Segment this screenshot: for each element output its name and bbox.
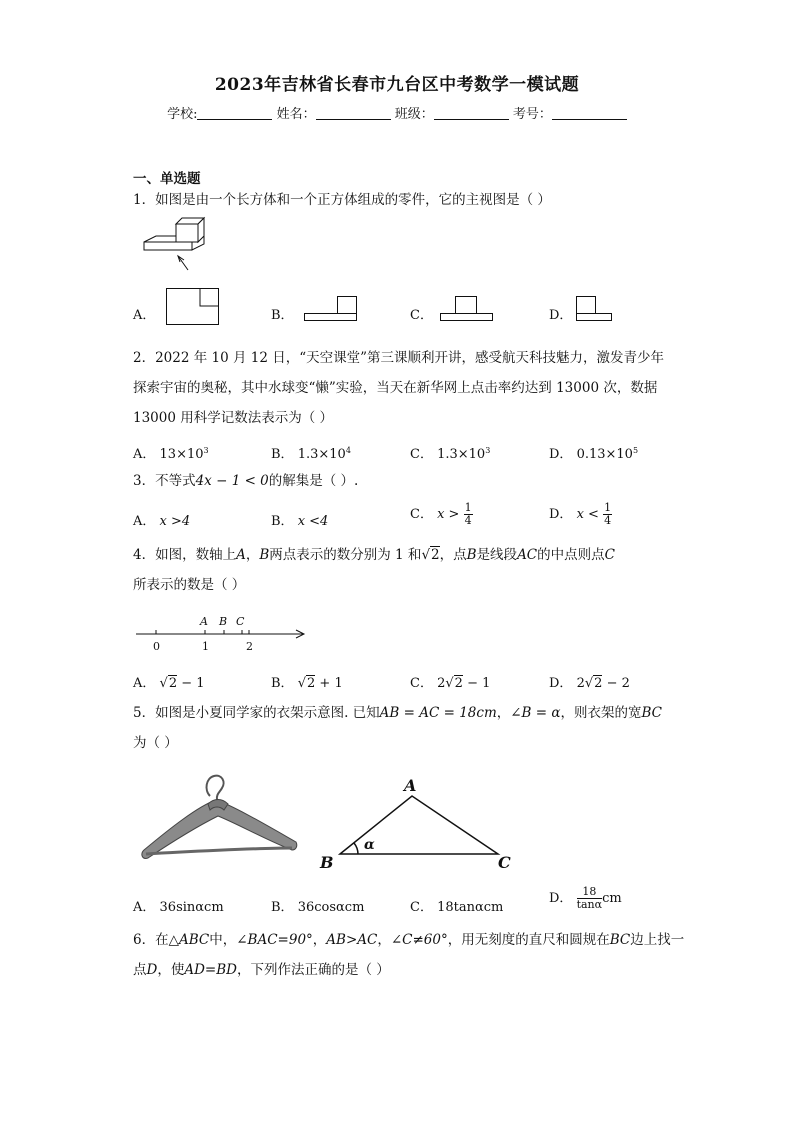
question-2-line-2: 探索宇宙的奥秘，其中水球变“懒”实验，当天在新华网上点击率约达到 13000 次，数据 xyxy=(133,380,658,396)
q5-option-a[interactable]: A． 36sinαcm xyxy=(133,900,224,915)
vertex-b-label: B xyxy=(320,853,334,872)
q3-option-a[interactable]: A． x >4 xyxy=(133,514,191,529)
question-4-line-2: 所表示的数是（ ） xyxy=(133,577,246,593)
name-label: 姓名： xyxy=(276,107,316,122)
axis-tick-0: 0 xyxy=(153,640,160,653)
student-info-line xyxy=(0,103,794,122)
question-1-text: 1．如图是由一个长方体和一个正方体组成的零件，它的主视图是（ ） xyxy=(133,192,551,208)
q1-option-a-figure xyxy=(166,288,220,326)
q3-option-d[interactable]: D． x < $\frac{1}{4}$ xyxy=(549,501,612,527)
q4-option-b[interactable]: B． √2 + 1 xyxy=(271,676,343,691)
vertex-a-label: A xyxy=(404,776,417,795)
axis-tick-2: 2 xyxy=(246,640,253,653)
q1-3d-figure xyxy=(140,212,210,276)
exam-no-blank[interactable] xyxy=(552,107,627,120)
question-2-line-1: 2．2022 年 10 月 12 日，“天空课堂”第三课顺利开讲，感受航天科技魅力，激发青少年 xyxy=(133,350,665,366)
question-6-line-2: 点D，使AD=BD，下列作法正确的是（ ） xyxy=(133,962,390,978)
exam-no-label: 考号： xyxy=(512,107,552,122)
section-title: 一、单选题 xyxy=(133,171,201,187)
q1-option-a-label[interactable]: A． xyxy=(133,308,156,323)
q3-option-c[interactable]: C． x > $\frac{1}{4}$ xyxy=(410,501,472,527)
q4-option-d[interactable]: D． 2√2 − 2 xyxy=(549,676,630,691)
question-5-line-1: 5．如图是小夏同学家的衣架示意图. 已知AB = AC = 18cm，∠B = α，则衣架的宽BC xyxy=(133,705,663,721)
q2-option-a[interactable]: A． $13\times 10^3$ xyxy=(133,446,209,462)
q4-option-a[interactable]: A． √2 − 1 xyxy=(133,676,205,691)
name-blank[interactable] xyxy=(316,107,391,120)
question-3-text: 3．不等式4x − 1 < 0的解集是（ ）. xyxy=(133,473,359,489)
q5-option-b[interactable]: B． 36cosαcm xyxy=(271,900,365,915)
question-2-line-3: 13000 用科学记数法表示为（ ） xyxy=(133,410,334,426)
question-6-line-1: 6．在△ABC中，∠BAC=90°，AB>AC，∠C≠60°，用无刻度的直尺和圆规在BC边上找一 xyxy=(133,932,685,948)
q2-option-d[interactable]: D． $0.13\times 10^5$ xyxy=(549,446,639,462)
q1-option-b-figure xyxy=(304,296,358,322)
q1-option-d-figure xyxy=(576,296,614,322)
q3-option-b[interactable]: B． x <4 xyxy=(271,514,329,529)
q1-option-c-label[interactable]: C． xyxy=(410,308,433,323)
axis-point-c: C xyxy=(236,615,245,628)
q5-option-d[interactable]: D． $\frac{18}{\tan\alpha}$ cm xyxy=(549,885,622,911)
q1-option-d-label[interactable]: D． xyxy=(549,308,573,323)
q2-option-c[interactable]: C． $1.3\times 10^3$ xyxy=(410,446,491,462)
q4-option-c[interactable]: C． 2√2 − 1 xyxy=(410,676,491,691)
axis-point-a: A xyxy=(200,615,208,628)
exam-title: 2023年吉林省长春市九台区中考数学一模试题 xyxy=(214,75,580,95)
question-4-line-1: 4．如图，数轴上A，B两点表示的数分别为 1 和√2，点B是线段AC的中点则点C xyxy=(133,547,615,563)
q2-option-b[interactable]: B． $1.3\times 10^4$ xyxy=(271,446,351,462)
q4-number-line xyxy=(136,612,308,654)
q5-option-c[interactable]: C． 18tanαcm xyxy=(410,900,504,915)
class-label: 班级： xyxy=(394,107,434,122)
vertex-c-label: C xyxy=(498,853,511,872)
school-label: 学校: xyxy=(167,107,198,122)
question-5-line-2: 为（ ） xyxy=(133,735,178,751)
q1-option-b-label[interactable]: B． xyxy=(271,308,294,323)
q5-triangle xyxy=(318,776,514,872)
axis-tick-1: 1 xyxy=(202,640,209,653)
q1-option-c-figure xyxy=(440,296,494,322)
angle-alpha-label: α xyxy=(364,837,375,853)
school-blank[interactable] xyxy=(197,107,272,120)
class-blank[interactable] xyxy=(434,107,509,120)
axis-point-b: B xyxy=(219,615,228,628)
hanger-image xyxy=(138,770,302,866)
